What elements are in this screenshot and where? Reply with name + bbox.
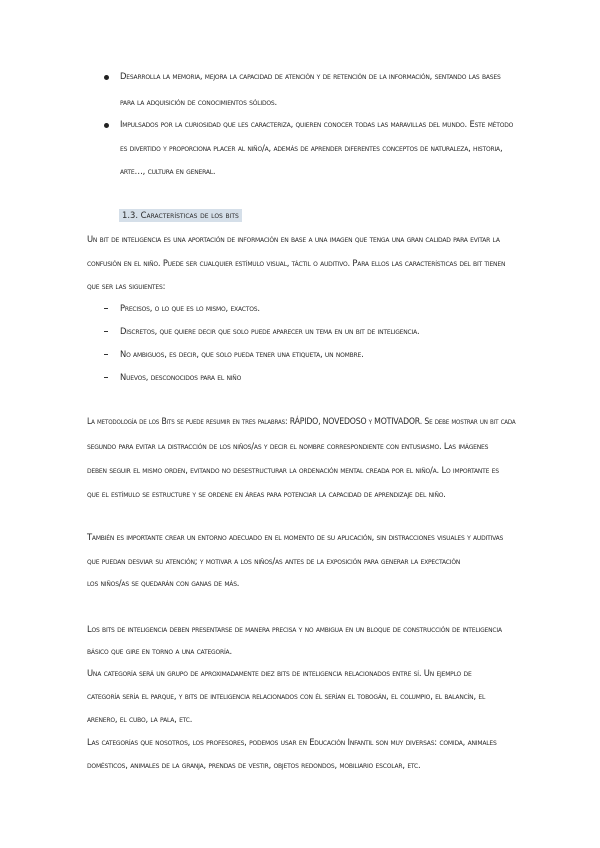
intro-line-2: confusión en el niño. Puede ser cualquier estímulo visual, táctil o auditivo. Para ellos las características del bit tienen xyxy=(87,258,506,268)
para1-line-3: deben seguir el mismo orden, evitando no desestructurar la ordenación mental creada por el niño/a. Lo importante es xyxy=(87,465,499,475)
bullet-dot xyxy=(104,75,109,80)
dash-marker xyxy=(104,377,108,378)
para3-line-1: Los bits de inteligencia deben presentarse de manera precisa y no ambigua en un bloque de construcción de inteligencia xyxy=(87,624,502,634)
para2-line-2: que puedan desviar su atención; y motivar a los niños/as antes de la exposición para generar la expectación xyxy=(87,556,461,566)
bullet-2-line-1: Impulsados por la curiosidad que les caracteriza, quieren conocer todas las maravillas del mundo. Este método xyxy=(120,119,514,129)
dash-marker xyxy=(104,354,108,355)
para3-line-5: arenero, el cubo, la pala, etc. xyxy=(87,714,193,724)
para1-line-4: que el estímulo se estructure y se ordene en áreas para potenciar la capacidad de aprendizaje del niño. xyxy=(87,489,446,499)
section-heading: 1.3. Características de los bits xyxy=(119,209,242,222)
bullet-2-line-2: es divertido y proporciona placer al niño/a, además de aprender diferentes conceptos de naturaleza, historia, xyxy=(120,143,503,153)
para3-line-3: Una categoría será un grupo de aproximadamente diez bits de inteligencia relacionados entre sí. Un ejemplo de xyxy=(87,668,472,678)
para3-line-7: domésticos, animales de la granja, prendas de vestir, objetos redondos, mobiliario escolar, etc. xyxy=(87,760,421,770)
para2-line-3: los niños/as se quedarán con ganas de más. xyxy=(87,578,240,588)
dash-marker xyxy=(104,308,108,309)
dash-item-4: Nuevos, desconocidos para el niño xyxy=(120,372,242,382)
dash-item-1: Precisos, o lo que es lo mismo, exactos. xyxy=(120,303,260,313)
para1-line-2: segundo para evitar la distracción de los niños/as y decir el nombre correspondiente con entusiasmo. Las imágenes xyxy=(87,441,489,451)
bullet-dot xyxy=(104,123,109,128)
para2-line-1: También es importante crear un entorno adecuado en el momento de su aplicación, sin distracciones visuales y auditivas xyxy=(87,532,504,542)
intro-line-1: Un bit de inteligencia es una aportación de información en base a una imagen que tenga una gran calidad para evitar la xyxy=(87,234,500,244)
para3-line-6: Las categorías que nosotros, los profesores, podemos usar en Educación Infantil son muy diversas: comida, animales xyxy=(87,737,497,747)
para3-line-2: básico que gire en torno a una categoría. xyxy=(87,646,232,656)
dash-marker xyxy=(104,331,108,332)
para3-line-4: categoría sería el parque, y bits de inteligencia relacionados con él serían el tobogán, el columpio, el balancín, el xyxy=(87,691,486,701)
dash-item-2: Discretos, que quiere decir que solo puede aparecer un tema en un bit de inteligencia. xyxy=(120,326,420,336)
intro-line-3: que ser las siguientes: xyxy=(87,281,166,291)
para1-line-1: La metodología de los Bits se puede resumir en tres palabras: RÁPIDO, NOVEDOSO y MOTIVADOR. Se debe mostrar un bit cada xyxy=(87,416,516,426)
bullet-2-line-3: arte…, cultura en general. xyxy=(120,166,216,176)
bullet-1-line-2: para la adquisición de conocimientos sólidos. xyxy=(120,97,277,107)
bullet-1-line-1: Desarrolla la memoria, mejora la capacidad de atención y de retención de la información, sentando las bases xyxy=(120,71,501,81)
dash-item-3: No ambiguos, es decir, que solo pueda tener una etiqueta, un nombre. xyxy=(120,349,364,359)
